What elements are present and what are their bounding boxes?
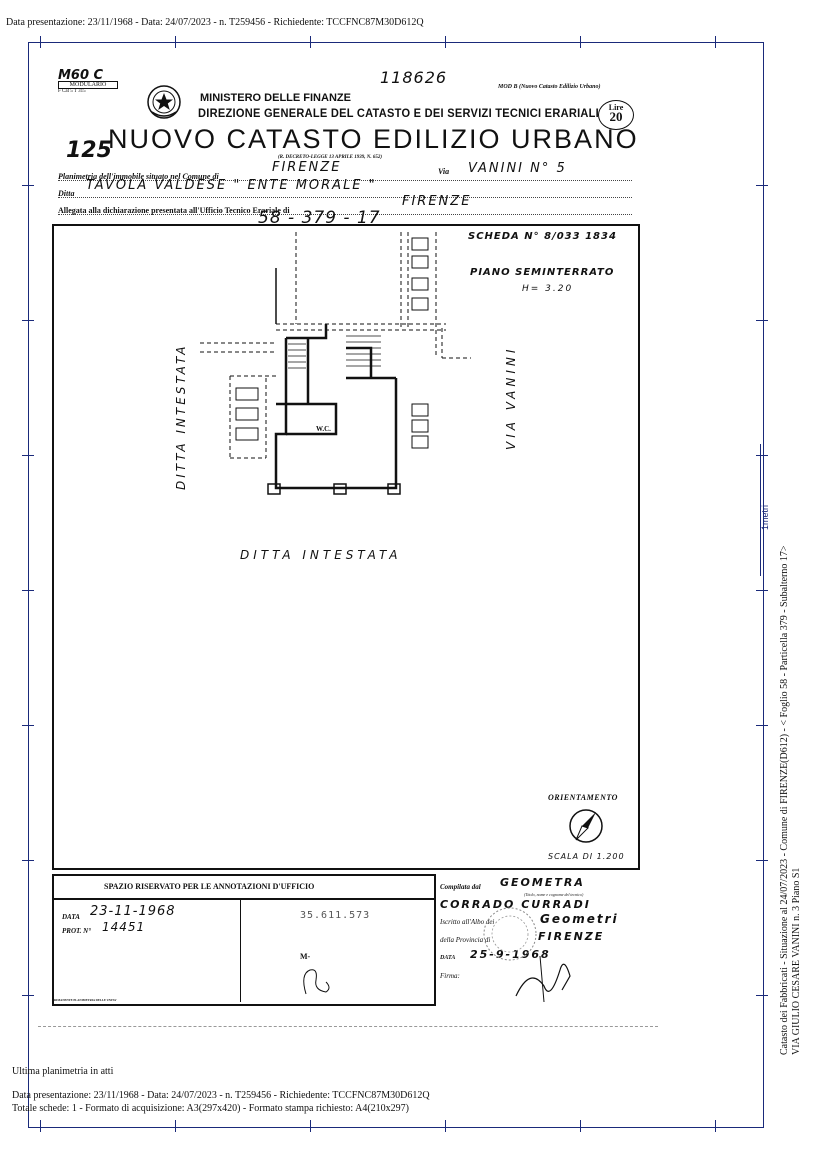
office-prot-label: PROT. N°: [62, 927, 91, 935]
provincia-value: FIRENZE: [538, 930, 605, 943]
compilata-value: GEOMETRA: [500, 876, 585, 889]
ministry-title: MINISTERO DELLE FINANZE: [200, 92, 351, 104]
office-divider: [240, 898, 241, 1002]
reference-number: 58 - 379 - 17: [258, 208, 381, 228]
side-address-text: VIA GIULIO CESARE VANINI n. 3 Piano S1: [791, 867, 802, 1055]
catasto-title: NUOVO CATASTO EDILIZIO URBANO: [108, 124, 639, 154]
floor-plan-drawing: [196, 228, 506, 498]
handwritten-125: 125: [66, 138, 112, 163]
planimetria-label: Planimetria dell'immobile situato nel Comune di: [58, 172, 219, 181]
via-vanini-right: VIA VANINI: [504, 345, 518, 450]
office-header-rule: [52, 898, 434, 900]
piano-label: PIANO SEMINTERRATO: [470, 267, 615, 278]
office-tiny-label: RIMANENTE PLANIMETRIA DELLE UNITA': [54, 998, 117, 1002]
modulario-top: M60 C: [58, 68, 104, 83]
stamp-lire-label: Lire: [608, 103, 624, 112]
side-scale-label: 1metri: [760, 504, 770, 530]
ditta-intestata-bottom: DITTA INTESTATA: [240, 548, 402, 562]
comune-value: FIRENZE: [272, 160, 342, 175]
firma-label: Firma:: [440, 972, 460, 980]
via-label: Via: [438, 167, 450, 176]
footer-line-2: Totale schede: 1 - Formato di acquisizione: A3(297x420) - Formato stampa richiesto: A4(210x297): [12, 1103, 409, 1114]
emblem-icon: [146, 84, 182, 120]
tecnico-name: CORRADO CURRADI: [440, 898, 591, 911]
titolo-note: (Titolo, nome e cognome del tecnico): [524, 892, 584, 897]
office-prot-value: 14451: [102, 920, 146, 934]
provincia-label: della Provincia di: [440, 936, 491, 944]
signature-icon: [510, 946, 580, 1006]
iscritto-label: Iscritto all'Albo dei: [440, 918, 495, 926]
orientamento-label: ORIENTAMENTO: [548, 793, 618, 802]
scala-label: SCALA DI 1.200: [548, 852, 625, 861]
modulario-box: [58, 68, 118, 96]
office-data-label: DATA: [62, 913, 80, 921]
data2-label: DATA: [440, 955, 456, 961]
allegata-value: FIRENZE: [402, 194, 472, 209]
ditta-value: TAVOLA VALDESE " ENTE MORALE ": [86, 178, 377, 193]
model-label: MOD B (Nuovo Catasto Edilizio Urbano): [498, 84, 601, 90]
office-box: [52, 874, 436, 1006]
footer-line-1: Data presentazione: 23/11/1968 - Data: 24/07/2023 - n. T259456 - Richiedente: TCCFNC87M30D612Q: [12, 1090, 430, 1101]
footer-ultima: Ultima planimetria in atti: [12, 1066, 114, 1077]
side-catasto-text: Catasto dei Fabbricati - Situazione al 24/07/2023 - Comune di FIRENZE(D612) - < Foglio 58 - Particella 379 - Subalterno 17>: [779, 545, 790, 1055]
scheda-label: SCHEDA N° 8/033 1834: [468, 231, 617, 242]
data2-value: 25-9-1968: [470, 948, 551, 961]
modulario-code: F Cat 5 T 315: [58, 89, 86, 94]
compass-north-icon: [566, 806, 606, 846]
stamp-lire-value: 20: [609, 109, 623, 124]
modulario-label: MODULARIO: [58, 81, 118, 89]
via-value: VANINI N° 5: [468, 161, 567, 176]
office-stamp-number: 35.611.573: [300, 910, 371, 921]
allegata-label: Allegata alla dichiarazione presentata all'Ufficio Tecnico Erariale di: [58, 206, 290, 215]
form-bottom-rule: [38, 1026, 658, 1027]
header-submission-line: Data presentazione: 23/11/1968 - Data: 24/07/2023 - n. T259456 - Richiedente: TCCFNC87M30D612Q: [6, 17, 424, 28]
height-label: H= 3.20: [522, 284, 574, 294]
iscritto-value: Geometri: [540, 912, 619, 926]
ditta-intestata-left: DITTA INTESTATA: [174, 343, 188, 490]
wc-label: W.C.: [316, 425, 331, 433]
handwritten-number: 118626: [380, 68, 448, 87]
directorate-title: DIREZIONE GENERALE DEL CATASTO E DEI SERVIZI TECNICI ERARIALI: [198, 106, 600, 120]
office-m-label: M-: [300, 952, 311, 961]
decree-label: (R. DECRETO-LEGGE 13 APRILE 1939, N. 652): [278, 155, 383, 160]
office-signature-mark: [296, 964, 336, 1000]
office-data-value: 23-11-1968: [90, 904, 176, 919]
compilata-label: Compilata dal: [440, 883, 481, 891]
spazio-label: SPAZIO RISERVATO PER LE ANNOTAZIONI D'UFFICIO: [104, 882, 315, 891]
ditta-label: Ditta: [58, 189, 75, 198]
